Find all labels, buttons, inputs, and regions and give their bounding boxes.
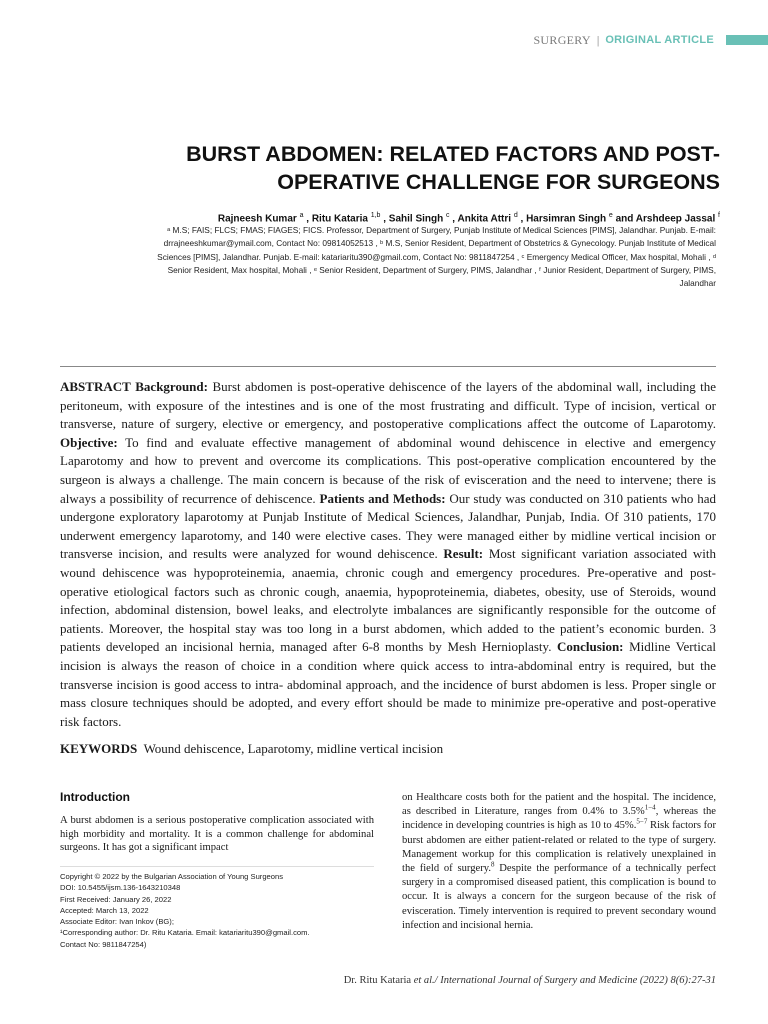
introduction-heading: Introduction [60, 790, 130, 804]
author-affil-mark: f [718, 212, 720, 219]
conclusion-text: Midline Vertical incision is always the reason of choice in a condition where quick access to intra-abdominal entry is required, but the transverse incision is good access to intra- abdominal approach, and the incidence of burst abdomen is less. Proper single or mass closure techniques should be adopted, and every effort should be made to minimize pre-operative and post-operative risk factors. [60, 639, 717, 729]
author-affil-mark: 1,b [370, 212, 381, 219]
author-name: Ritu Kataria [311, 213, 368, 225]
author-affil-mark: e [608, 212, 613, 219]
author-name: Rajneesh Kumar [217, 213, 297, 225]
copyright-line: Copyright © 2022 by the Bulgarian Association of Young Surgeons [60, 872, 284, 881]
accepted-line: Accepted: March 13, 2022 [60, 905, 149, 915]
background-label: Background: [135, 379, 208, 394]
keywords [60, 740, 716, 758]
affiliation-line: Senior Resident, Max hospital, Mohali , ᵉ Senior Resident, Department of Surgery, PIMS, Jalandhar , ᶠ Junior Resident, Department of Surgery, PIMS, [167, 264, 716, 275]
intro-text: Risk factors for burst abdomen are either patient-related or related to the type of surgery. Management workup for this complication is relatively unexplained in the field of surgery. [402, 820, 716, 875]
header-separator: | [596, 32, 600, 47]
article-type: ORIGINAL ARTICLE [605, 34, 714, 46]
author-list: Rajneesh Kumar $^a$ , Ritu Kataria $^{1,b}$ , Sahil Singh $^c$ , Ankita Attri $^d$ , Harsimran Singh $^e$ and Arshdeep Jassal $^f$ [217, 212, 720, 225]
journal-section: SURGERY [533, 32, 591, 47]
article-footnote [60, 871, 380, 950]
author-name: Harsimran Singh [526, 213, 607, 225]
affiliation-line: Jalandhar [679, 278, 716, 289]
author-name: Arshdeep Jassal [635, 213, 716, 225]
keywords-label: KEYWORDS [60, 741, 138, 756]
abstract-divider [60, 366, 716, 367]
author-name: Ankita Attri [457, 213, 512, 225]
objective-label: Objective: [60, 434, 118, 450]
editor-line: Associate Editor: Ivan Inkov (BG); [60, 917, 174, 927]
citation-journal: et al./ International Journal of Surgery and Medicine (2022) 8(6):27-31 [411, 975, 716, 986]
affiliations [40, 224, 716, 290]
result-label: Result: [443, 546, 484, 562]
methods-text: Our study was conducted on 310 patients who had undergone exploratory laparotomy at Punjab Institute of Medical Sciences, Jalandhar, Punjab, India. Of 310 patients, 170 underwent emergency laparotomy, and 140 were elective cases. They were managed either by midline vertical incision or transverse incision, and results were analyzed for wound dehiscence. [60, 490, 716, 562]
header-accent-bar [726, 35, 768, 45]
contact-line: Contact No: 9811847254) [60, 939, 147, 949]
intro-text: , whereas the incidence in developing countries is high as 10 to 45%. [402, 806, 716, 832]
footnote-divider [60, 866, 374, 867]
intro-text: Despite the performance of a technically perfect surgery in a compromised diseased patient, this complication is bound to occur. It is always a concern for the surgeon because of the risk of evisceration. Timely intervention is required to prevent secondary wound infection and incisional hernia. [402, 863, 716, 931]
title-line-1: BURST ABDOMEN: RELATED FACTORS AND POST- [186, 142, 720, 166]
introduction-left-column: A burst abdomen is a serious postoperative complication associated with high morbidity and mortality. It is a common challenge for abdominal surgeons. It has got a significant impact [60, 815, 374, 854]
result-text: Most significant variation associated with wound dehiscence was hypoproteinemia, anaemia, chronic cough and emergency procedures. Pre-operative and post-operative etiological factors such as chronic cough, anaemia, hypoproteinemia, diabetes, obesity, use of Steroids, wound infection, abdominal distension, bowel leaks, and electrolyte imbalances are significantly responsible for the outcome of patients. Moreover, the hospital stay was too long in a burst abdomen, which added to the patient’s economic burden. 3 patients developed an incisional hernia, managed after 6-8 months by Mesh Hernioplasty. [60, 546, 716, 655]
citation-author: Dr. Ritu Kataria [343, 975, 412, 986]
paper-title [60, 140, 720, 196]
author-affil-mark: a [299, 212, 304, 219]
abstract-label: ABSTRACT [60, 379, 131, 394]
affiliation-line: Sciences [PIMS], Jalandhar. Punjab. E-mail: katariaritu390@gmail.com, Contact No: 9811847254 , ᶜ Emergency Medical Officer, Max hospital, Mohali , ᵈ [157, 251, 716, 262]
author-name: Sahil Singh [388, 213, 444, 225]
corresponding-author-line: ¹Corresponding author: Dr. Ritu Kataria. Email: katariaritu390@gmail.com. [60, 928, 310, 938]
title-line-2: OPERATIVE CHALLENGE FOR SURGEONS [277, 170, 720, 194]
author-affil-mark: c [446, 212, 450, 219]
citation-ref: 5−7 [636, 817, 648, 826]
keywords-text: Wound dehiscence, Laparotomy, midline vertical incision [143, 741, 444, 756]
introduction-right-column [402, 791, 716, 933]
author-join: and [615, 213, 634, 225]
citation-ref: 8 [490, 860, 495, 869]
page-citation [60, 975, 716, 986]
objective-text: To find and evaluate effective management of abdominal wound dehiscence in elective and emergency Laparotomy and how to prevent and overcome its complications. This post-operative complication encountered by the surgeon is always a challenge. The main concern is because of the risk of evisceration and the need to intervene; there is always a possibility of recurrence of dehiscence. [60, 434, 716, 506]
conclusion-label: Conclusion: [557, 639, 624, 655]
affiliation-line: ᵃ M.S; FAIS; FLCS; FMAS; FIAGES; FICS. Professor, Department of Surgery, Punjab Institute of Medical Sciences [PIMS], Jalandhar. Punjab. E-mail: [167, 225, 716, 235]
doi-line: DOI: 10.5455/ijsm.136-1643210348 [60, 883, 181, 893]
methods-label: Patients and Methods: [319, 490, 446, 506]
abstract [60, 378, 716, 731]
intro-text: on Healthcare costs both for the patient and the hospital. The incidence, as described in Literature, ranges from 0.4% to 3.5% [402, 792, 716, 818]
journal-header [533, 32, 768, 48]
received-line: First Received: January 26, 2022 [60, 894, 172, 904]
citation-ref: 1−4 [644, 803, 656, 812]
background-text: Burst abdomen is post-operative dehiscence of the layers of the abdominal wall, including the peritoneum, with exposure of the intestines and is one of the most frustrating and difficult. Type of incision, vertical or transverse, nature of surgery, elective or emergency, and postoperative complications affect the outcome of Laparotomy. [60, 379, 717, 432]
author-affil-mark: d [513, 212, 518, 219]
affiliation-line: drrajneeshkumar@ymail.com, Contact No: 09814052513 , ᵇ M.S, Senior Resident, Department of Obstetrics & Gynecology. Punjab Institute of Medical [163, 238, 716, 249]
